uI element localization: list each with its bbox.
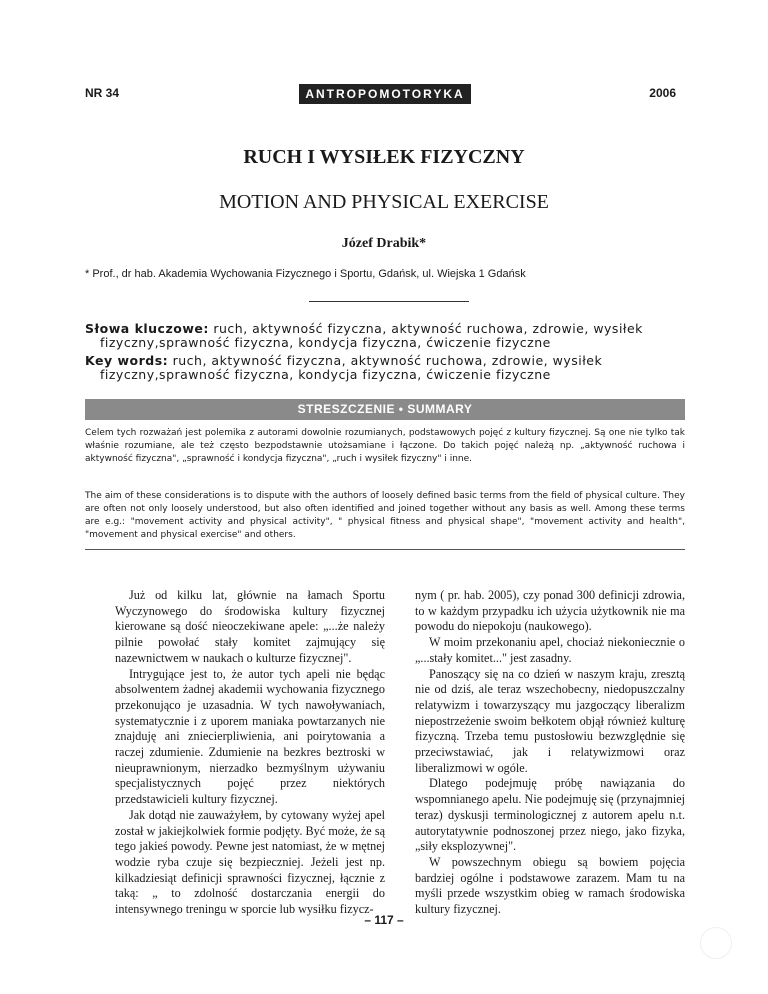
keywords-english — [85, 354, 685, 382]
body-paragraph: W powszechnym obiegu są bowiem pojęcia bardziej ogólne i podstawowe zarazem. Mam tu na myśli przede wszystkim obieg w ramach środowiska kultury fizycznej. — [415, 854, 685, 917]
abstract-polish: Celem tych rozważań jest polemika z autorami dowolnie rozumianych, podstawowych pojęć z kultury fizycznej. Są one nie tylko tak właśnie rozumiane, ale też często bezpodstawnie utożsamiane i łączone. Do takich pojęć należą np. „aktywność ruchowa i aktywność fizyczna", „sprawność i kondycja fizyczna", „ruch i wysiłek fizyczny" i inne. — [85, 428, 685, 464]
author-affiliation: * Prof., dr hab. Akademia Wychowania Fizycznego i Sportu, Gdańsk, ul. Wiejska 1 Gdańsk — [85, 268, 526, 280]
journal-name: ANTROPOMOTORYKA — [299, 84, 471, 104]
abstract-english: The aim of these considerations is to dispute with the authors of loosely defined basic terms from the field of physical culture. They are often not only loosely understood, but also often identified and joined together without any basis as well. Among these terms are e.g.: "movement activity and physical activity", " physical fitness and physical shape", "movement activity and health", "movement and physical exercise" and others. — [85, 491, 685, 540]
title-polish: RUCH I WYSIŁEK FIZYCZNY — [243, 146, 525, 168]
abstract-divider — [85, 549, 685, 550]
page-number: – 117 – — [364, 913, 404, 927]
body-paragraph: Już od kilku lat, głównie na łamach Sportu Wyczynowego do środowiska kultury fizycznej kierowane są dość nieoczekiwane apele: „...że należy pilnie powołać stały komitet zajmujący się nazewnictwem w naukach o kulturze fizycznej". — [115, 588, 385, 665]
keywords-label: Słowa kluczowe: — [85, 321, 209, 336]
title-divider — [309, 301, 469, 302]
keywords-line: fizyczny,sprawność fizyczna, kondycja fizyczna, ćwiczenie fizyczne — [100, 335, 551, 350]
keywords-line: ruch, aktywność fizyczna, aktywność ruchowa, zdrowie, wysiłek — [172, 353, 603, 368]
body-paragraph: W moim przekonaniu apel, chociaż niekoniecznie o „...stały komitet..." jest zasadny. — [415, 635, 685, 665]
keywords-polish — [85, 322, 685, 350]
keywords-line: fizyczny,sprawność fizyczna, kondycja fizyczna, ćwiczenie fizyczne — [100, 367, 551, 382]
issue-year: 2006 — [649, 86, 676, 100]
body-paragraph: nym ( pr. hab. 2005), czy ponad 300 definicji zdrowia, to w każdym przypadku ich użycia użytkownik nie ma powodu do niepokoju (naukowego). — [415, 588, 685, 634]
body-paragraph: Intrygujące jest to, że autor tych apeli nie będąc absolwentem żadnej akademii wychowania fizycznego przekonująco je uzasadnia. W tych nawoływaniach, systematycznie i z uporem maniaka powtarzanych nie znajduję ani zniecierpliwienia, ani poirytowania a raczej zdumienie. Zdumienie na bezkres beztroski w nieuprawnionym, nierzadko bezmyślnym używaniu specjalistycznych pojęć przez niektórych przedstawicieli kultury fizycznej. — [115, 666, 385, 807]
summary-banner: STRESZCZENIE • SUMMARY — [85, 399, 685, 420]
keywords-line: ruch, aktywność fizyczna, aktywność ruchowa, zdrowie, wysiłek — [213, 321, 643, 336]
body-paragraph: Dlatego podejmuję próbę nawiązania do wspomnianego apelu. Nie podejmuję się (przynajmniej teraz) dyskusji terminologicznej z autorem apelu n.t. autorytatywnie podnoszonej przez niego, jako fizyka, „siły eksplozywnej". — [415, 776, 685, 854]
body-column-right — [415, 588, 685, 918]
body-paragraph: Jak dotąd nie zauważyłem, by cytowany wyżej apel został w jakiejkolwiek formie podjęty. Być może, że są tego jakieś powody. Pewne jest natomiast, że w mętnej wodzie ryba czuje się bezpieczniej. Jeżeli jest np. kilkadziesiąt definicji sprawności fizycznej, łącznie z taką: „ to zdolność dostarczania energii do intensywnego treningu w sporcie lub wysiłku fizycz- — [115, 807, 385, 917]
title-english: MOTION AND PHYSICAL EXERCISE — [219, 191, 549, 213]
keywords-label: Key words: — [85, 353, 169, 368]
author-name: Józef Drabik* — [341, 236, 427, 251]
issue-number: NR 34 — [85, 86, 120, 100]
watermark-icon — [700, 927, 732, 959]
body-paragraph: Panoszący się na co dzień w naszym kraju, zresztą nie od dziś, ale teraz wszechobecny, niedopuszczalny relatywizm i towarzyszący mu jazgoczący liberalizm niepostrzeżenie swoim bełkotem objął również kulturę fizyczną. Trzeba temu pustosłowiu bezwzględnie się przeciwstawiać, jak i relatywizmowi oraz liberalizmowi w ogóle. — [415, 666, 685, 775]
body-column-left — [115, 588, 385, 918]
